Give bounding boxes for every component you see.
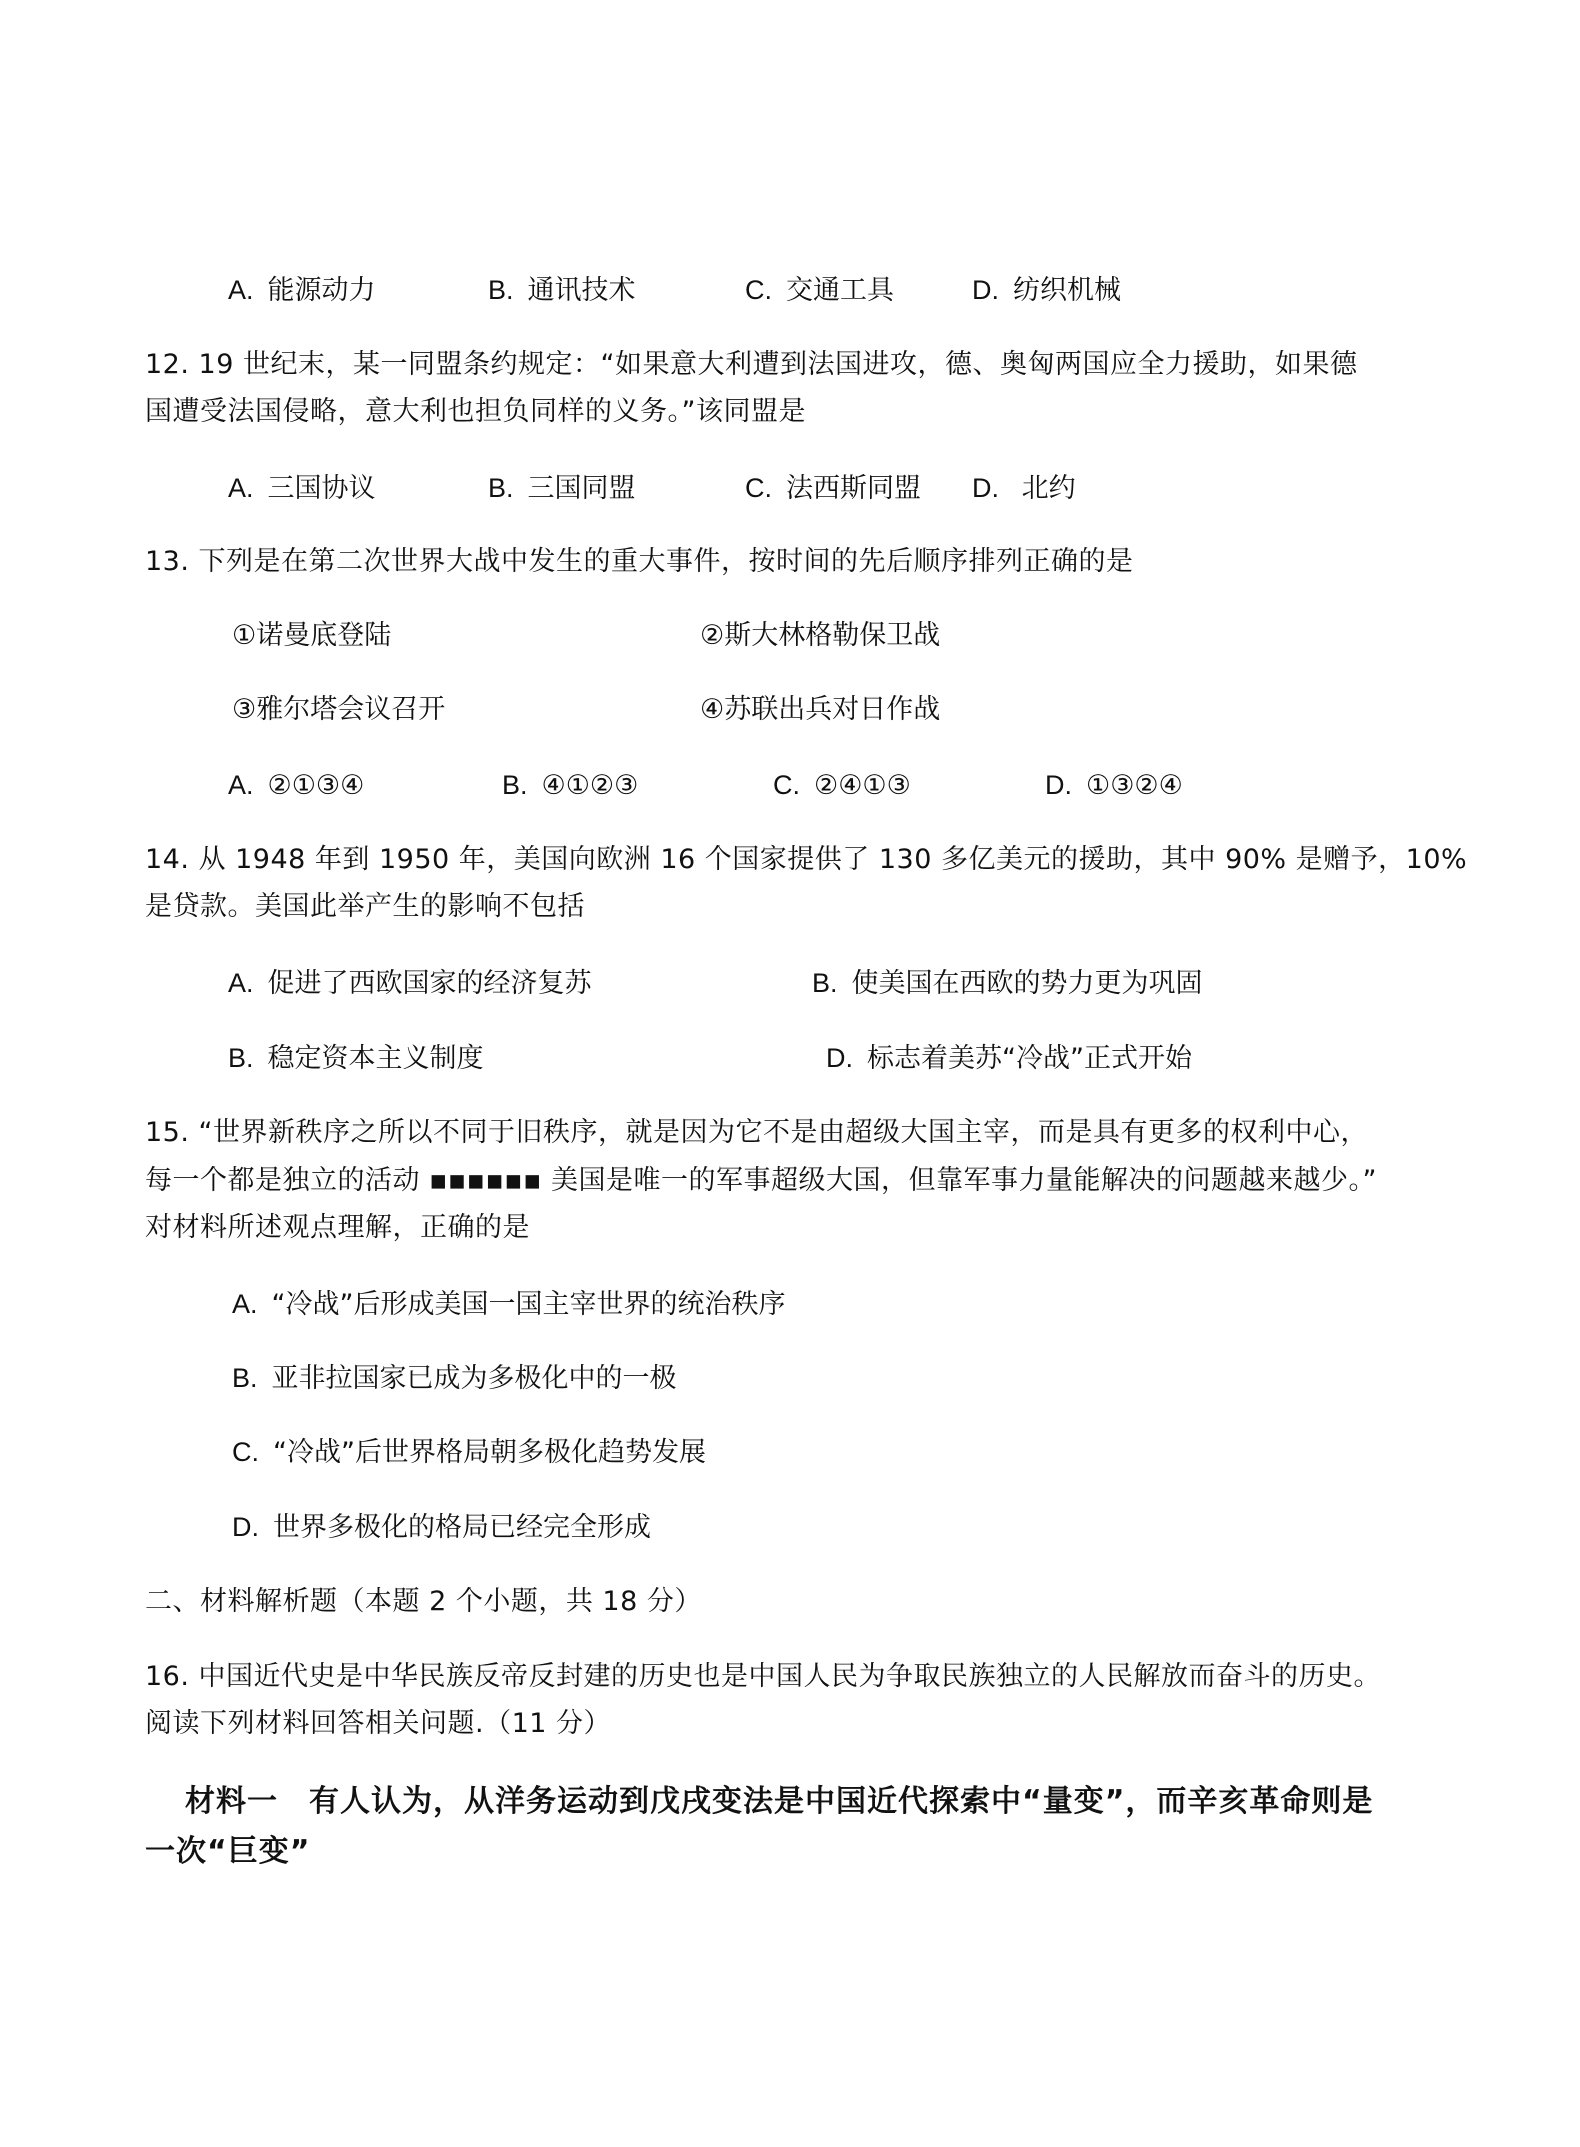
option-letter: D. (1045, 770, 1072, 800)
q12-stem-line-1: 12. 19 世纪末，某一同盟条约规定：“如果意大利遭到法国进攻，德、奥匈两国应全力援助，如果德 (145, 349, 1358, 380)
option-letter: D. (972, 473, 999, 503)
option-text: 亚非拉国家已成为多极化中的一极 (271, 1363, 677, 1394)
option-letter: B. (488, 473, 514, 503)
q13-event-1: ①诺曼底登陆 (232, 620, 392, 651)
q13-option-c (773, 767, 911, 804)
q16-stem-line-2: 阅读下列材料回答相关问题.（11 分） (145, 1708, 612, 1739)
q15-option-d (232, 1509, 651, 1546)
option-letter: A. (228, 275, 254, 305)
option-text: ①③②④ (1086, 770, 1183, 801)
q13-option-a (228, 767, 364, 804)
q11-option-d (972, 272, 1121, 309)
q14-option-a (228, 965, 592, 1002)
q13-option-d (1045, 767, 1183, 804)
q16-stem-line-1: 16. 中国近代史是中华民族反帝反封建的历史也是中国人民为争取民族独立的人民解放而奋斗的历史。 (145, 1661, 1382, 1692)
option-letter: C. (745, 473, 772, 503)
q13-event-2: ②斯大林格勒保卫战 (700, 620, 941, 651)
q14-stem-line-1: 14. 从 1948 年到 1950 年，美国向欧洲 16 个国家提供了 130 多亿美元的援助，其中 90% 是赠予，10% (145, 844, 1468, 875)
option-letter: C. (232, 1437, 259, 1467)
q16-material-1-line-1: 材料一 有人认为，从洋务运动到戊戌变法是中国近代探索中“量变”，而辛亥革命则是 (185, 1784, 1374, 1819)
q15-stem-line-2: 每一个都是独立的活动 ▪▪▪▪▪▪ 美国是唯一的军事超级大国，但靠军事力量能解决的问题越来越少。” (145, 1165, 1377, 1196)
option-text: 能源动力 (267, 275, 376, 306)
option-text: ②④①③ (814, 770, 911, 801)
option-letter: A. (228, 770, 254, 800)
option-letter: B. (502, 770, 528, 800)
option-text: 世界多极化的格局已经完全形成 (273, 1512, 651, 1543)
option-text: “冷战”后形成美国一国主宰世界的统治秩序 (271, 1289, 786, 1320)
q11-option-c (745, 272, 894, 309)
q12-option-c (745, 470, 921, 507)
option-letter: B. (488, 275, 514, 305)
option-letter: C. (745, 275, 772, 305)
q16-material-1-line-2: 一次“巨变” (145, 1834, 311, 1869)
q12-option-d (972, 470, 1076, 507)
option-text: ④①②③ (541, 770, 639, 801)
q14-option-c (228, 1040, 484, 1077)
q14-stem-line-2: 是贷款。美国此举产生的影响不包括 (145, 891, 585, 922)
section-2-heading: 二、材料解析题（本题 2 个小题，共 18 分） (145, 1586, 702, 1617)
option-text: 三国协议 (267, 473, 376, 504)
q13-event-4: ④苏联出兵对日作战 (700, 694, 941, 725)
q12-stem-line-2: 国遭受法国侵略，意大利也担负同样的义务。”该同盟是 (145, 396, 806, 427)
option-text: 法西斯同盟 (786, 473, 921, 504)
q15-option-c (232, 1434, 706, 1471)
option-letter: D. (972, 275, 999, 305)
q14-option-d (826, 1040, 1192, 1077)
option-text: 促进了西欧国家的经济复苏 (267, 968, 592, 999)
option-text: 三国同盟 (527, 473, 636, 504)
q13-stem-line-1: 13. 下列是在第二次世界大战中发生的重大事件，按时间的先后顺序排列正确的是 (145, 546, 1134, 577)
q13-option-b (502, 767, 638, 804)
q15-option-b (232, 1360, 677, 1397)
option-text: 交通工具 (786, 275, 894, 306)
q14-option-b (812, 965, 1203, 1002)
q12-option-a (228, 470, 376, 507)
option-text: “冷战”后世界格局朝多极化趋势发展 (273, 1437, 706, 1468)
option-text: 稳定资本主义制度 (267, 1043, 484, 1074)
q11-option-b (488, 272, 636, 309)
option-text: 纺织机械 (1013, 275, 1121, 306)
option-text: ②①③④ (267, 770, 365, 801)
q15-stem-line-3: 对材料所述观点理解，正确的是 (145, 1212, 530, 1243)
q15-option-a (232, 1286, 786, 1323)
option-text: 标志着美苏“冷战”正式开始 (867, 1043, 1192, 1074)
q11-option-a (228, 272, 376, 309)
option-letter: A. (228, 473, 254, 503)
option-letter: B. (812, 968, 838, 998)
option-letter: C. (773, 770, 800, 800)
option-letter: A. (228, 968, 254, 998)
q13-event-3: ③雅尔塔会议召开 (232, 694, 446, 725)
option-text: 通讯技术 (527, 275, 636, 306)
option-letter: D. (826, 1043, 853, 1073)
q15-stem-line-1: 15. “世界新秩序之所以不同于旧秩序，就是因为它不是由超级大国主宰，而是具有更多的权利中心， (145, 1117, 1369, 1148)
q12-option-b (488, 470, 636, 507)
option-letter: B. (228, 1043, 254, 1073)
option-text: 北约 (1013, 473, 1076, 504)
option-letter: A. (232, 1289, 258, 1319)
option-letter: D. (232, 1512, 259, 1542)
option-text: 使美国在西欧的势力更为巩固 (851, 968, 1203, 999)
option-letter: B. (232, 1363, 258, 1393)
